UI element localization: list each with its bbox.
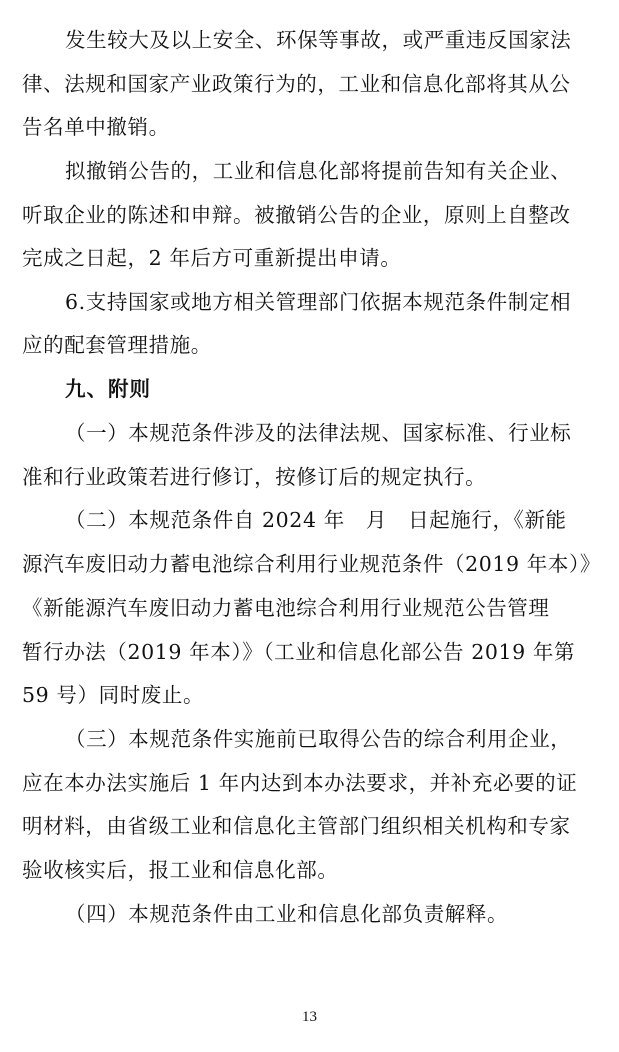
text-line: （三）本规范条件实施前已取得公告的综合利用企业， <box>65 727 572 751</box>
text-line: 准和行业政策若进行修订，按修订后的规定执行。 <box>22 465 487 489</box>
text-line: 6.支持国家或地方相关管理部门依据本规范条件制定相 <box>65 290 572 314</box>
section-heading: 九、附则 <box>65 377 151 401</box>
text-line: 拟撤销公告的，工业和信息化部将提前告知有关企业、 <box>65 159 572 183</box>
text-line: （一）本规范条件涉及的法律法规、国家标准、行业标 <box>65 421 572 445</box>
text-line: 源汽车废旧动力蓄电池综合利用行业规范条件（2019 年本）》 <box>22 552 601 576</box>
text-line: 告名单中撤销。 <box>22 115 170 139</box>
text-line: 发生较大及以上安全、环保等事故，或严重违反国家法 <box>65 28 572 52</box>
text-line: （四）本规范条件由工业和信息化部负责解释。 <box>65 902 509 926</box>
text-line: 听取企业的陈述和申辩。被撤销公告的企业，原则上自整改 <box>22 203 571 227</box>
text-line: 《新能源汽车废旧动力蓄电池综合利用行业规范公告管理 <box>22 596 550 620</box>
text-line: 律、法规和国家产业政策行为的，工业和信息化部将其从公 <box>22 72 571 96</box>
text-line: 应在本办法实施后 1 年内达到本办法要求，并补充必要的证 <box>22 771 578 795</box>
text-line: 59 号）同时废止。 <box>22 683 205 707</box>
text-line: 暂行办法（2019 年本）》（工业和信息化部公告 2019 年第 <box>22 640 576 664</box>
text-line: 验收核实后，报工业和信息化部。 <box>22 858 339 882</box>
page-number: 13 <box>302 1009 317 1025</box>
text-line: 应的配套管理措施。 <box>22 333 212 357</box>
text-line: 完成之日起，2 年后方可重新提出申请。 <box>22 246 402 270</box>
text-line: （二）本规范条件自 2024 年 月 日起施行，《新能 <box>65 508 567 532</box>
text-line: 明材料，由省级工业和信息化主管部门组织相关机构和专家 <box>22 814 571 838</box>
